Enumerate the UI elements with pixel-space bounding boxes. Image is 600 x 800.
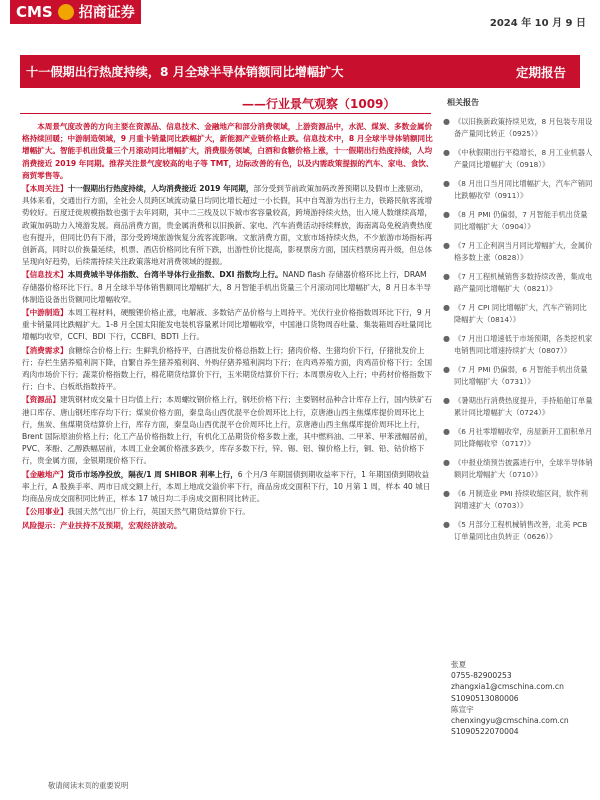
related-report-link[interactable]: ● 《5 月部分工程机械销售改善，北美 PCB 订单量同比由负转正（0626）》 bbox=[443, 520, 588, 541]
related-report-link[interactable]: ● 《6 月制造业 PMI 持续收缩区间，软件利润增速扩大（0703）》 bbox=[443, 489, 588, 510]
brand-logo bbox=[10, 0, 220, 24]
footer-note: 敬请阅读末页的重要说明 bbox=[48, 781, 129, 790]
analyst-name: 陈宣宇 bbox=[451, 704, 474, 714]
bullet-icon: ● bbox=[443, 179, 450, 188]
section-it: 【信息技术】本周费城半导体指数、台湾半导体行业指数、DXI 指数均上行。NAND flash 存储器价格环比上行，DRAM 存储器价格环比下行。8 月全球半导体销售额同比增幅扩大，8 月智能手机出货量三个月滚动同比增幅扩大，8 月日本半导体制造设备出货额同比增幅收窄。 bbox=[22, 270, 432, 304]
related-report-link[interactable]: ● 《8 月出口当月同比增幅扩大，汽车产销同比跌幅收窄（0911）》 bbox=[443, 179, 593, 200]
analyst-license: S1090513080006 bbox=[451, 693, 519, 703]
related-report-link[interactable]: ● 《6 月社零增幅收窄，房屋新开工面积单月同比降幅收窄（0717）》 bbox=[443, 427, 593, 448]
bullet-icon: ● bbox=[443, 520, 450, 529]
section-consumption: 【消费需求】食糖综合价格上行；生鲜乳价格持平，白酒批发价格总指数上行；猪肉价格、生猪均价下行，仔猪批发价上行；存栏生猪养殖利润下降，自繁自养生猪养殖利润、外购仔猪养殖利润均下行；在肉鸡养殖方面，肉鸡苗价格下行；全国鸡肉市场价下行；蔬菜价格指数上行，棉花期货结算价下行，玉米期货结算价下行；本周票房收入上行；中药材价格指数下行；白卡、白板纸指数持平。 bbox=[22, 345, 433, 392]
logo-mark-icon bbox=[58, 4, 74, 20]
main-content bbox=[22, 121, 434, 532]
section-utilities: 【公用事业】我国天然气出厂价上行，英国天然气期货结算价下行。 bbox=[22, 507, 250, 517]
related-report-link[interactable]: ● 《中秋假期出行平稳增长，8 月工业机器人产量同比增幅扩大（0918）》 bbox=[443, 148, 593, 169]
related-report-link[interactable]: ● 《中报业绩预告披露进行中，全球半导体销额同比增幅扩大（0710）》 bbox=[443, 458, 593, 479]
related-reports bbox=[443, 97, 593, 550]
logo-latin: CMS bbox=[16, 3, 53, 21]
related-report-link[interactable]: ● 《以旧换新政策持续见效，8 月包装专用设备产量同比转正（0925）》 bbox=[443, 117, 593, 138]
bullet-icon: ● bbox=[443, 303, 450, 312]
bullet-icon: ● bbox=[443, 148, 450, 157]
divider bbox=[20, 113, 431, 114]
bullet-icon: ● bbox=[443, 489, 450, 498]
report-title: 十一假期出行热度持续，8 月全球半导体销额同比增幅扩大 bbox=[26, 65, 344, 79]
analyst-email[interactable]: zhangxia1@cmschina.com.cn bbox=[451, 682, 564, 692]
analyst-contact bbox=[451, 659, 591, 737]
bullet-icon: ● bbox=[443, 117, 450, 126]
summary-paragraph: 本周景气度改善的方向主要在资源品、信息技术、金融地产和部分消费领域，上游资源品中，水泥、煤炭、多数金属价格持续回暖；中游制造领域，9 月重卡销量同比跌幅扩大，新能源产业链价格止跌。信息技术中，8 月全球半导体销额同比增幅扩大。智能手机出货量三个月滚动同比增幅扩大，消费服务领域，白酒和食糖价格上涨，十一假期出行热度持续，人均消费接近 2019 年同期。推荐关注景气度较高的电子等 TMT，边际改善的有色，以及内需政策提振的汽车、家电、食饮、商贸零售等。 bbox=[22, 122, 434, 180]
analyst-phone: 0755-82900253 bbox=[451, 671, 512, 681]
bullet-icon: ● bbox=[443, 334, 450, 343]
section-midstream: 【中游制造】本周工程材料，硬酸锂价格止涨，电解液、多数钴产品价格与上周持平。光伏行业价格指数周环比下行，9 月重卡销量同比跌幅扩大。1-8 月全国太阳能发电装机容量累计同比增幅收窄，中国港口货物周吞吐量、集装箱周吞吐量同比增幅均收窄，CCFI、BDI 下行，CCBFI、BDTI 上行。 bbox=[22, 308, 432, 342]
bullet-icon: ● bbox=[443, 272, 450, 281]
analyst-email[interactable]: chenxingyu@cmschina.com.cn bbox=[451, 716, 569, 726]
logo-chinese: 招商证券 bbox=[78, 5, 135, 21]
related-report-link[interactable]: ● 《7 月 CPI 同比增幅扩大，汽车产销同比降幅扩大（0814）》 bbox=[443, 303, 587, 324]
analyst-name: 张夏 bbox=[451, 660, 467, 669]
related-reports-heading: 相关报告 bbox=[447, 98, 479, 107]
section-focus: 【本周关注】十一假期出行热度持续，人均消费接近 2019 年同期，部分受到节前政策加码改善预期以及假市上涨驱动，具体来看，交通出行方面，全社会人员跨区域流动量日均同比增长超过一小长假，其中自驾游为出行主力，铁路民航客流增势较好。百度迁徙规模指数也强于去年同期，其中二三线及以下城市客容量较高，跨境游持续火热，出入境人数继续高增，政策加码助力入境游发展。商品消费方面，贵金属消费和以旧换新、家电、汽车消费活动持续释放，海南离岛免税消费热度也有提升，但同比仍有下滑，部分受跨境旅游恢复分流客流影响。文旅消费方面，文旅市场持续火热，不少旅游市场指标再创新高，同时以价换量延续，机票、酒店价格同比有所下跌，出游性价比提高，影视票房方面，国庆档票房再升级，但总体呈现向好趋势，后续需持续关注政策落地对消费领域的提振。 bbox=[22, 184, 433, 267]
bullet-icon: ● bbox=[443, 210, 450, 219]
bullet-icon: ● bbox=[443, 241, 450, 250]
report-date: 2024 年 10 月 9 日 bbox=[489, 18, 586, 29]
title-banner bbox=[20, 55, 580, 88]
related-report-link[interactable]: ● 《暑期出行消费热度提升，手持船舶订单量累计同比增幅扩大（0724）》 bbox=[443, 396, 593, 417]
bullet-icon: ● bbox=[443, 427, 450, 436]
analyst-license: S1090522070004 bbox=[451, 727, 519, 737]
related-report-link[interactable]: ● 《8 月 PMI 仍偏弱，7 月智能手机出货量同比增幅扩大（0904）》 bbox=[443, 210, 588, 231]
risk-warning: 风险提示：产业扶持不及预期，宏观经济波动。 bbox=[22, 520, 182, 530]
report-subtitle: ——行业景气观察（1009） bbox=[242, 97, 396, 111]
report-type-tag: 定期报告 bbox=[515, 65, 566, 80]
logo-box bbox=[10, 0, 141, 24]
bullet-icon: ● bbox=[443, 458, 450, 467]
related-report-link[interactable]: ● 《7 月工程机械销售多数持续改善，集成电路产量同比增幅扩大（0821）》 bbox=[443, 272, 593, 293]
bullet-icon: ● bbox=[443, 396, 450, 405]
bullet-icon: ● bbox=[443, 365, 450, 374]
section-resources: 【资源品】建筑钢材成交量十日均值上行；本周螺纹钢价格上行，钢坯价格下行；主要钢材品种合计库存上行，国内铁矿石港口库存、唐山钢坯库存均下行；煤炭价格方面，秦皇岛山西优混平仓价周环比上行，京唐港山西主焦煤库提价周环比上行，焦炭、焦煤期货结算价上行，库存方面，秦皇岛山西优混平仓价周环比上行，京唐港山西主焦煤库提价周环比上行，Brent 国际原油价格上行；化工产品价格指数上行，有机化工品期货价格多数上涨，其中燃料油、二甲苯、甲苯涨幅居前，PVC、苯酚、乙醇跌幅居前，本周工业金属价格涨多跌少，库存多数下行，锌、锡、铝、镍价格上行，铜、铅、钴价格下行，贵金属方面，金银期现价格下行。 bbox=[22, 395, 433, 466]
related-report-link[interactable]: ● 《7 月工企利润当月同比增幅扩大，金属价格多数上涨（0828）》 bbox=[443, 241, 593, 262]
section-finance: 【金融地产】货币市场净投放，隔夜/1 周 SHIBOR 利率上行，6 个月/3 年期国债到期收益率下行，1 年期国债到期收益率上行，A 股换手率、两市日成交额上行，本周上地成交溢价率下行，商品房成交面积下行，10 月第 1 周，样本 40 城日均商品房成交面积同比转正，样本 17 城日均二手房成交面积同比转正。 bbox=[22, 469, 431, 504]
related-report-link[interactable]: ● 《7 月出口增速低于市场预期，各类挖机家电销售同比增速持续扩大（0807）》 bbox=[443, 334, 593, 355]
related-report-link[interactable]: ● 《7 月 PMI 仍偏弱，6 月智能手机出货量同比增幅扩大（0731）》 bbox=[443, 365, 588, 386]
